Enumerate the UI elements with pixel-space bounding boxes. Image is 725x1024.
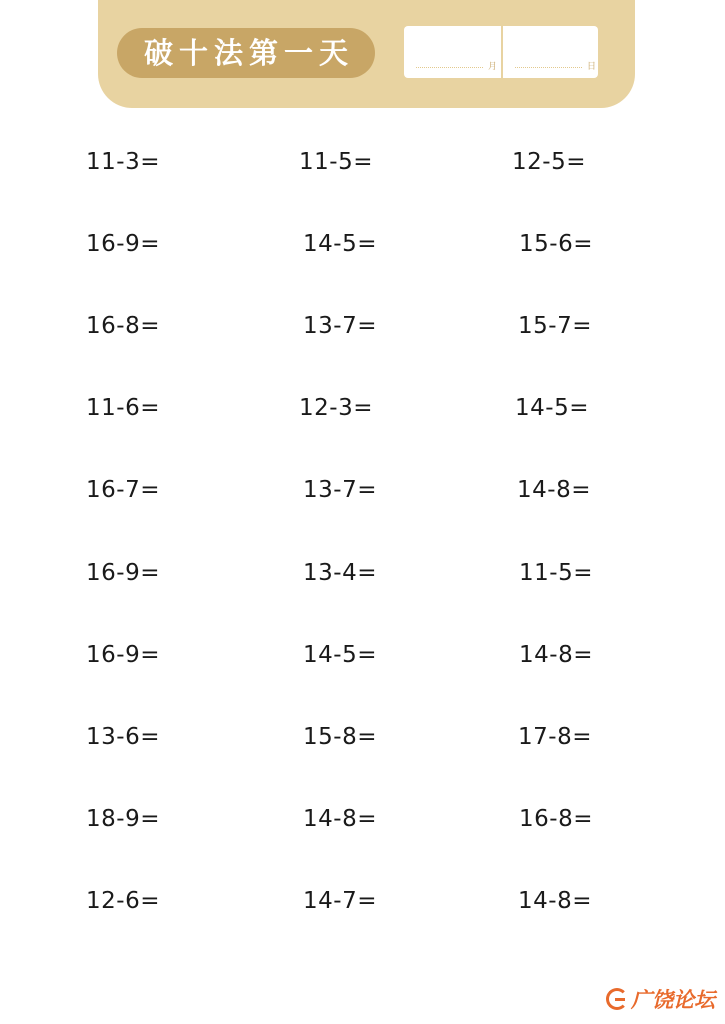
problem: 16-8= — [86, 313, 160, 339]
page-title: 破十法第一天 — [117, 28, 375, 78]
problem: 16-9= — [86, 642, 160, 668]
month-field[interactable] — [404, 26, 501, 78]
problem: 12-6= — [86, 888, 160, 914]
problem: 15-6= — [519, 231, 593, 257]
problem: 13-6= — [86, 724, 160, 750]
problem: 13-7= — [303, 477, 377, 503]
problem: 14-5= — [303, 231, 377, 257]
problem: 15-7= — [518, 313, 592, 339]
problem: 17-8= — [518, 724, 592, 750]
problem: 12-5= — [512, 149, 586, 175]
day-field[interactable] — [503, 26, 600, 78]
problem: 14-5= — [303, 642, 377, 668]
date-box — [404, 26, 598, 78]
problem: 16-7= — [86, 477, 160, 503]
problem: 16-8= — [519, 806, 593, 832]
day-underline — [515, 67, 582, 68]
problem: 14-8= — [517, 477, 591, 503]
problem: 11-3= — [86, 149, 160, 175]
problem: 14-5= — [515, 395, 589, 421]
problem: 11-6= — [86, 395, 160, 421]
problem: 11-5= — [299, 149, 373, 175]
problem: 13-7= — [303, 313, 377, 339]
day-label: 日 — [586, 62, 596, 72]
problem: 16-9= — [86, 560, 160, 586]
watermark — [606, 982, 715, 1016]
problem: 13-4= — [303, 560, 377, 586]
logo-icon — [606, 988, 628, 1010]
problem: 12-3= — [299, 395, 373, 421]
month-label: 月 — [487, 62, 497, 72]
month-underline — [416, 67, 483, 68]
problem: 18-9= — [86, 806, 160, 832]
watermark-text: 广饶论坛 — [631, 988, 715, 1012]
problem: 14-8= — [519, 642, 593, 668]
problem: 14-7= — [303, 888, 377, 914]
problem: 14-8= — [518, 888, 592, 914]
problem: 14-8= — [303, 806, 377, 832]
problem: 11-5= — [519, 560, 593, 586]
problem: 16-9= — [86, 231, 160, 257]
problem: 15-8= — [303, 724, 377, 750]
